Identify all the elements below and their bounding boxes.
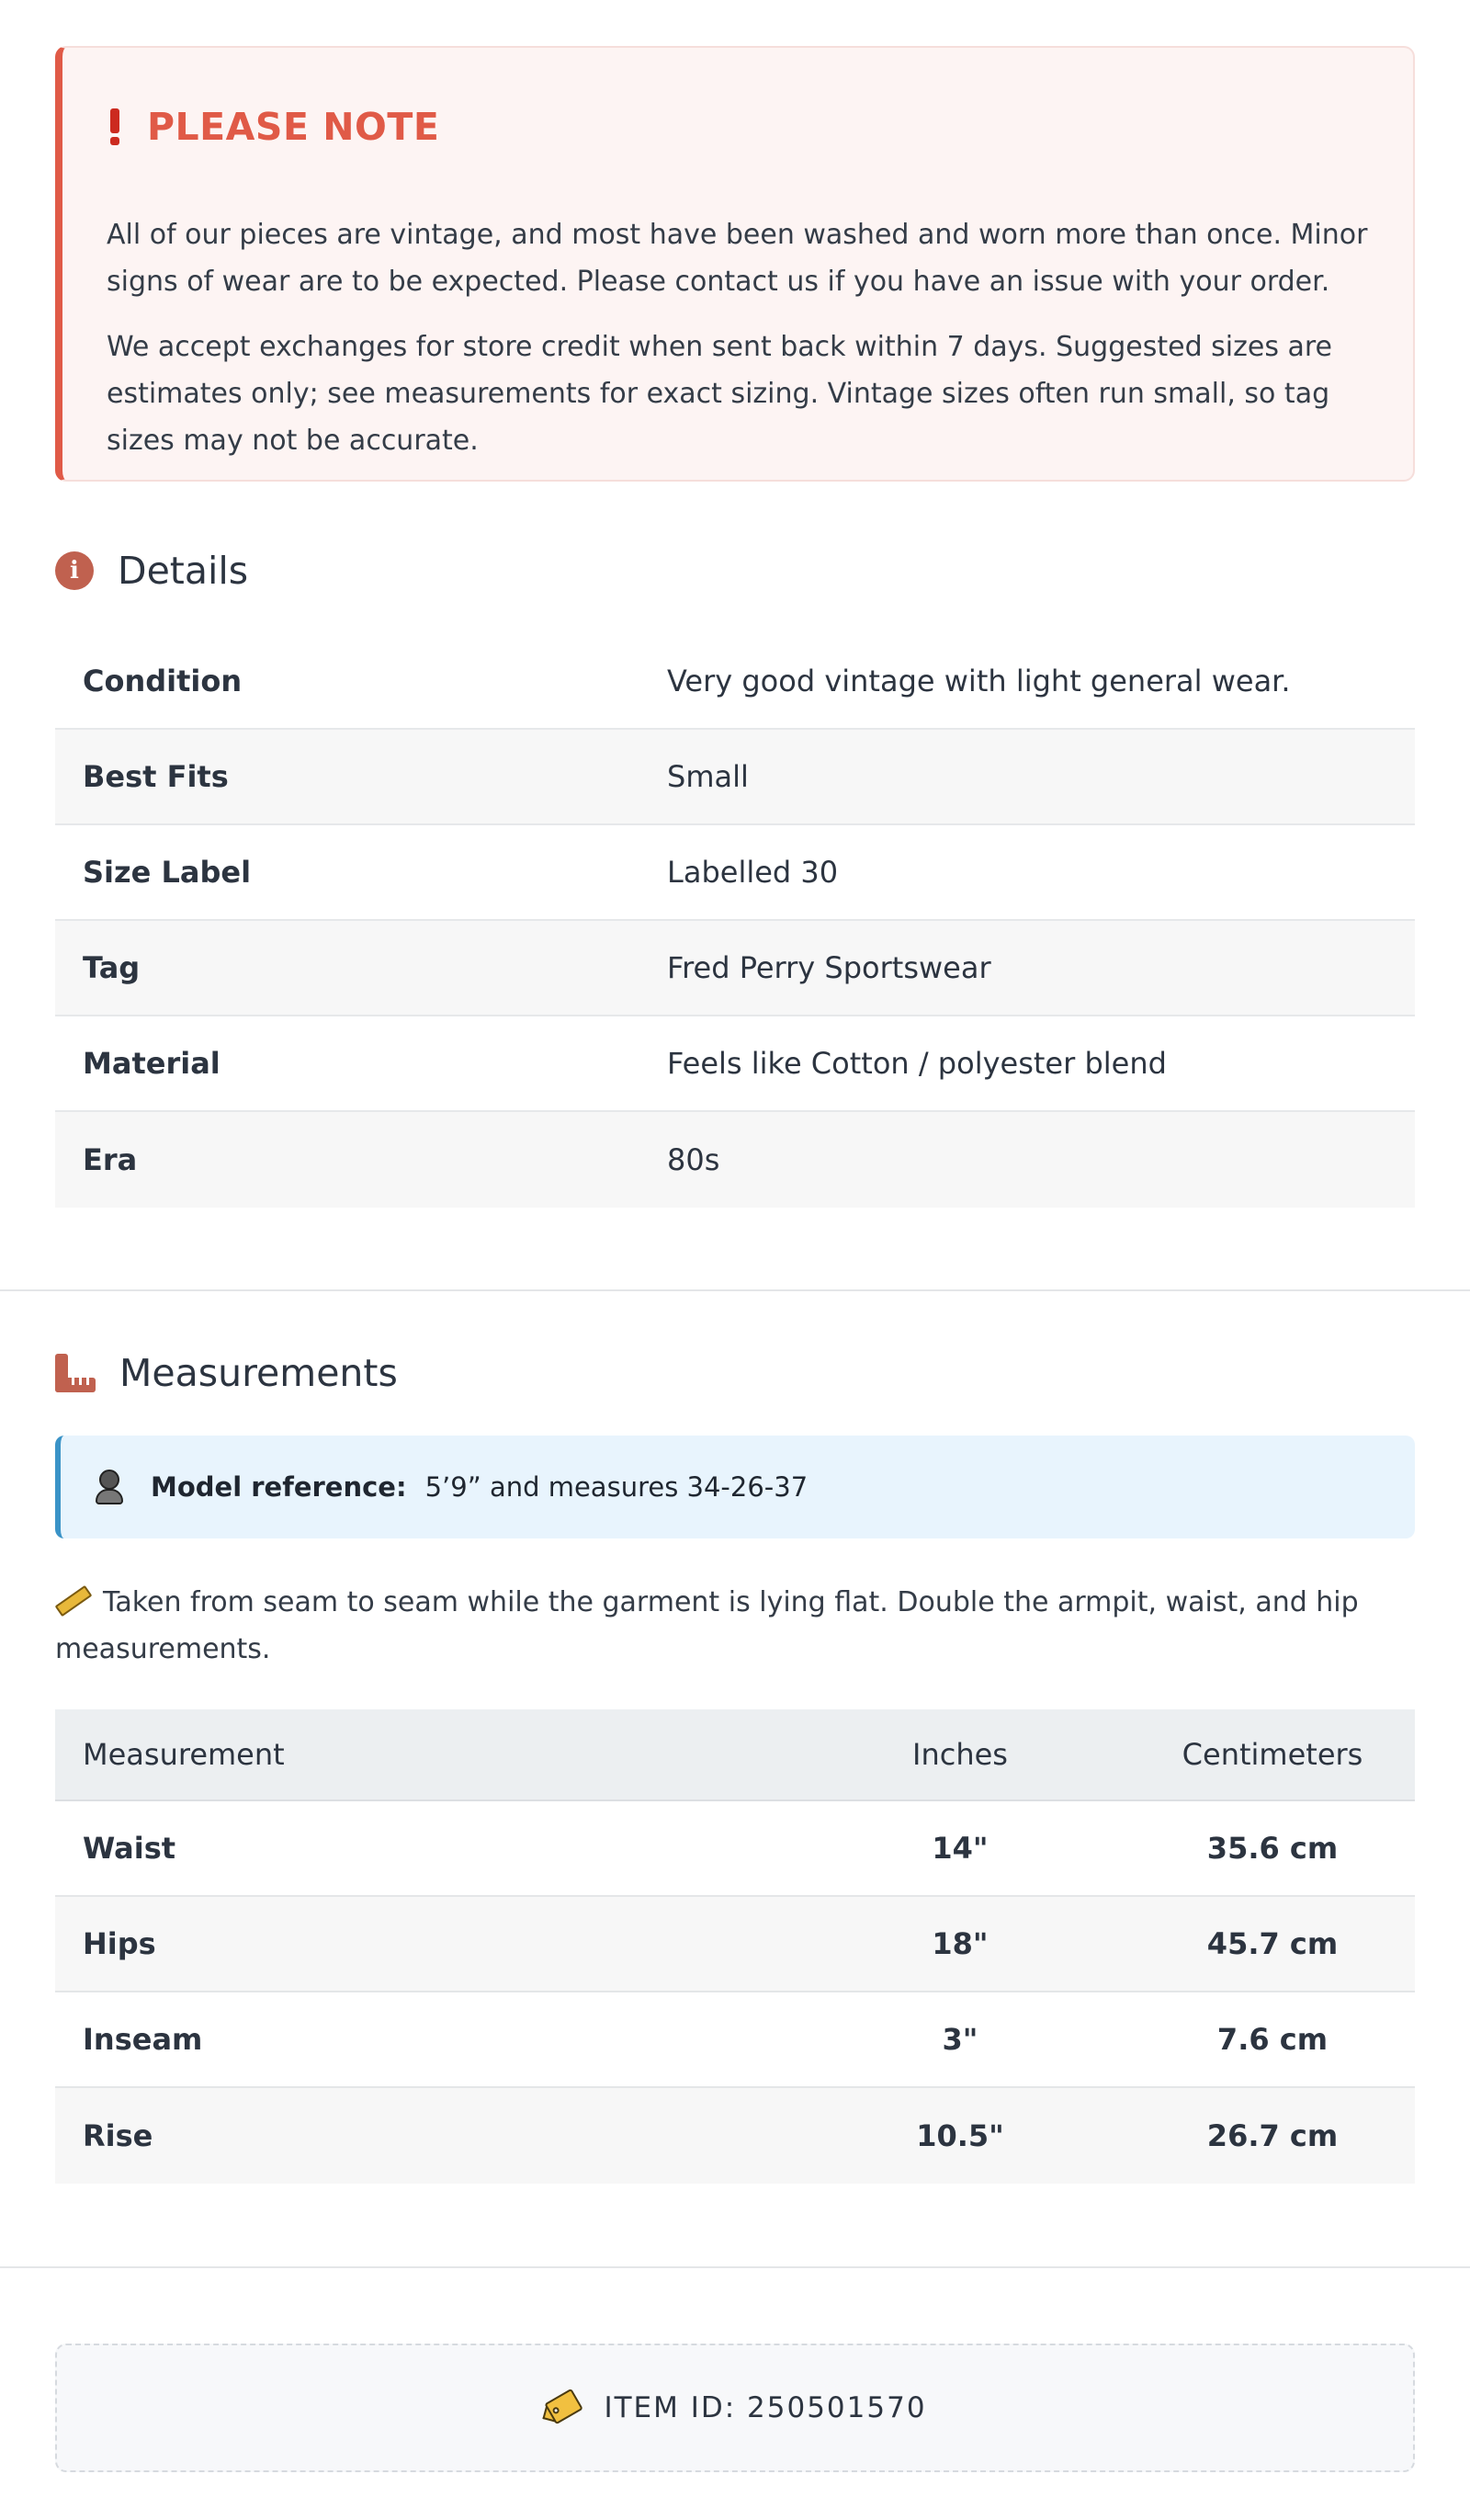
details-row — [55, 921, 1415, 1016]
exclamation-icon — [107, 108, 123, 145]
table-row — [55, 2088, 1415, 2184]
notice-header — [107, 105, 439, 149]
details-label: Best Fits — [83, 759, 229, 794]
details-row — [55, 1112, 1415, 1208]
details-label: Size Label — [83, 855, 252, 890]
measurement-cm: 35.6 cm — [1206, 1831, 1339, 1866]
tag-icon — [539, 2387, 585, 2429]
section-divider — [0, 1289, 1470, 1291]
details-label: Material — [83, 1046, 220, 1081]
measurements-title: Measurements — [119, 1351, 398, 1395]
measurement-cm: 26.7 cm — [1206, 2118, 1339, 2153]
measurement-name: Waist — [83, 1831, 176, 1866]
measurement-note — [55, 1579, 1378, 1673]
measurements-table — [55, 1709, 1415, 2184]
details-value: Small — [667, 759, 749, 794]
notice-paragraph-1: All of our pieces are vintage, and most have been washed and worn more than once. Minor signs of wear are to be expected. Please contact us if you have an issue with your order. — [107, 219, 1368, 298]
notice-box — [55, 46, 1415, 482]
details-value: Fred Perry Sportswear — [667, 950, 991, 985]
measurement-inches: 3" — [942, 2022, 978, 2057]
ruler-icon — [55, 1354, 96, 1392]
details-label: Era — [83, 1142, 138, 1177]
model-reference-label: Model reference: — [151, 1471, 407, 1503]
details-row — [55, 634, 1415, 730]
details-value: Labelled 30 — [667, 855, 839, 890]
notice-title: PLEASE NOTE — [147, 105, 440, 149]
info-icon: i — [55, 551, 94, 590]
person-icon — [94, 1470, 125, 1504]
details-value: 80s — [667, 1142, 720, 1177]
details-value: Very good vintage with light general wear. — [667, 664, 1291, 698]
notice-paragraph-2: We accept exchanges for store credit when sent back within 7 days. Suggested sizes are estimates only; see measurements for exact sizing. Vintage sizes often run small, so tag sizes may not be accurate. — [107, 331, 1333, 457]
measurement-cm: 7.6 cm — [1216, 2022, 1329, 2057]
details-value: Feels like Cotton / polyester blend — [667, 1046, 1167, 1081]
measurement-name: Inseam — [83, 2022, 203, 2057]
item-id: ITEM ID: 250501570 — [604, 2391, 927, 2424]
item-id-box — [55, 2344, 1415, 2472]
details-row — [55, 825, 1415, 921]
table-header: Inches — [912, 1737, 1008, 1772]
details-row — [55, 1016, 1415, 1112]
details-table — [55, 634, 1415, 1208]
details-title: Details — [118, 549, 249, 593]
details-label: Condition — [83, 664, 243, 698]
details-header — [55, 549, 248, 593]
section-divider — [0, 2266, 1470, 2268]
pencil-icon — [55, 1584, 93, 1616]
details-label: Tag — [83, 950, 141, 985]
measurement-inches: 18" — [932, 1926, 989, 1961]
model-reference-box — [55, 1436, 1415, 1538]
table-row — [55, 1992, 1415, 2088]
measurement-cm: 45.7 cm — [1206, 1926, 1339, 1961]
table-header: Centimeters — [1182, 1737, 1363, 1772]
table-header: Measurement — [83, 1737, 285, 1772]
measurements-header — [55, 1351, 398, 1395]
measurement-inches: 10.5" — [916, 2118, 1004, 2153]
measurement-note-text: Taken from seam to seam while the garment is lying flat. Double the armpit, waist, and hip measurements. — [55, 1586, 1359, 1665]
table-row — [55, 1897, 1415, 1992]
details-row — [55, 730, 1415, 825]
table-header-row — [55, 1709, 1415, 1801]
measurement-name: Hips — [83, 1926, 156, 1961]
model-reference-value: 5’9” and measures 34-26-37 — [424, 1471, 808, 1503]
table-row — [55, 1801, 1415, 1897]
measurement-inches: 14" — [932, 1831, 989, 1866]
measurement-name: Rise — [83, 2118, 153, 2153]
